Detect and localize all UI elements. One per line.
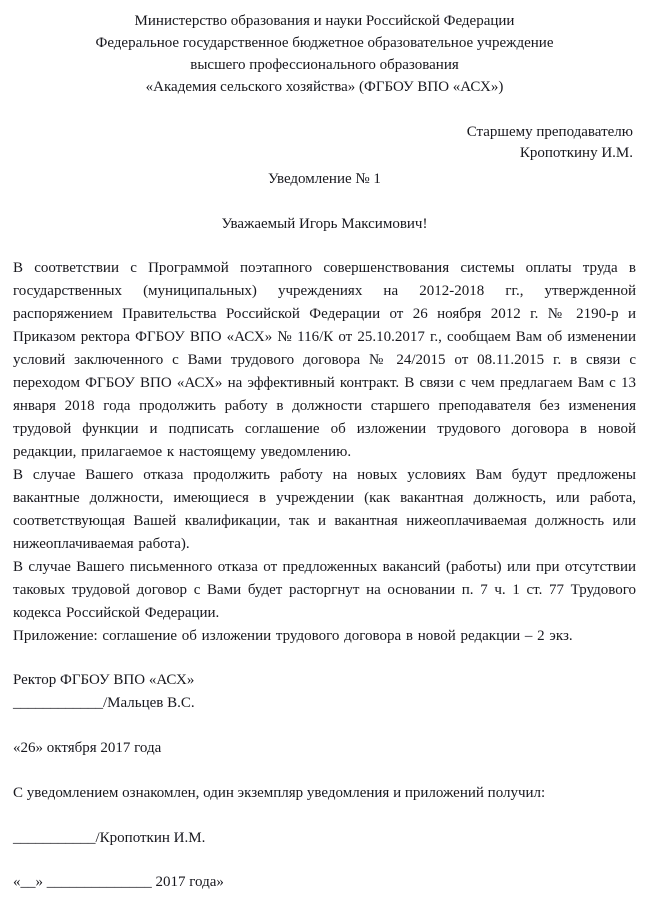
- letterhead-line-academy: «Академия сельского хозяйства» (ФГБОУ ВПО «АСХ»): [145, 79, 504, 95]
- rector-sign-line: ____________/Мальцев В.С.: [13, 695, 195, 711]
- paragraph-contract-change: В соответствии с Программой поэтапного совершенствования системы оплаты труда в государственных (муниципальных) учреждениях на 2012-2018 гг., утвержденной распоряжением Правительства Российской Федерации от 26 ноября 2012 г. № 2190-р и Приказом ректора ФГБОУ ВПО «АСХ» № 116/К от 25.10.2017 г., сообщаем Вам об изменении условий заключенного с Вами трудового договора № 24/2015 от 08.11.2015 г. в связи с переходом ФГБОУ ВПО «АСХ» на эффективный контракт. В связи с чем предлагаем Вам с 13 января 2018 года продолжить работу в должности старшего преподавателя без изменения трудовой функции и подписать соглашение об изложении трудового договора в новой редакции, прилагаемое к настоящему уведомлению.: [13, 260, 636, 460]
- document-date-line: «26» октября 2017 года: [13, 740, 162, 756]
- employee-date-line: «__» ______________ 2017 года»: [13, 874, 224, 890]
- letterhead: [13, 10, 636, 98]
- paragraph-termination: В случае Вашего письменного отказа от предложенных вакансий (работы) или при отсутствии таковых трудовой договор с Вами будет расторгнут на основании п. 7 ч. 1 ст. 77 Трудового кодекса Российской Федерации.: [13, 559, 636, 621]
- letterhead-line-ministry: Министерство образования и науки Российской Федерации: [134, 13, 515, 29]
- document-title: Уведомление № 1: [268, 171, 381, 187]
- rector-position-line: Ректор ФГБОУ ВПО «АСХ»: [13, 672, 195, 688]
- rector-signature-block: [13, 669, 636, 715]
- addressee-position: Старшему преподавателю: [466, 124, 633, 140]
- document-body: [13, 257, 636, 648]
- letterhead-line-institution: Федеральное государственное бюджетное образовательное учреждение: [95, 35, 554, 51]
- paragraph-attachment: Приложение: соглашение об изложении трудового договора в новой редакции – 2 экз.: [13, 628, 573, 644]
- addressee-name: Кропоткину И.М.: [519, 145, 633, 161]
- employee-sign-line: ___________/Кропоткин И.М.: [13, 830, 206, 846]
- addressee-block: [13, 122, 636, 164]
- letterhead-line-education: высшего профессионального образования: [190, 57, 459, 73]
- salutation: Уважаемый Игорь Максимович!: [221, 216, 428, 232]
- acknowledgement-statement: С уведомлением ознакомлен, один экземпляр уведомления и приложений получил:: [13, 785, 546, 801]
- paragraph-refusal-vacancies: В случае Вашего отказа продолжить работу на новых условиях Вам будут предложены вакантные должности, имеющиеся в учреждении (как вакантная должность, или работа, соответствующая Вашей квалификации, так и вакантная нижеоплачиваемая должность или нижеоплачиваемая работа).: [13, 467, 636, 552]
